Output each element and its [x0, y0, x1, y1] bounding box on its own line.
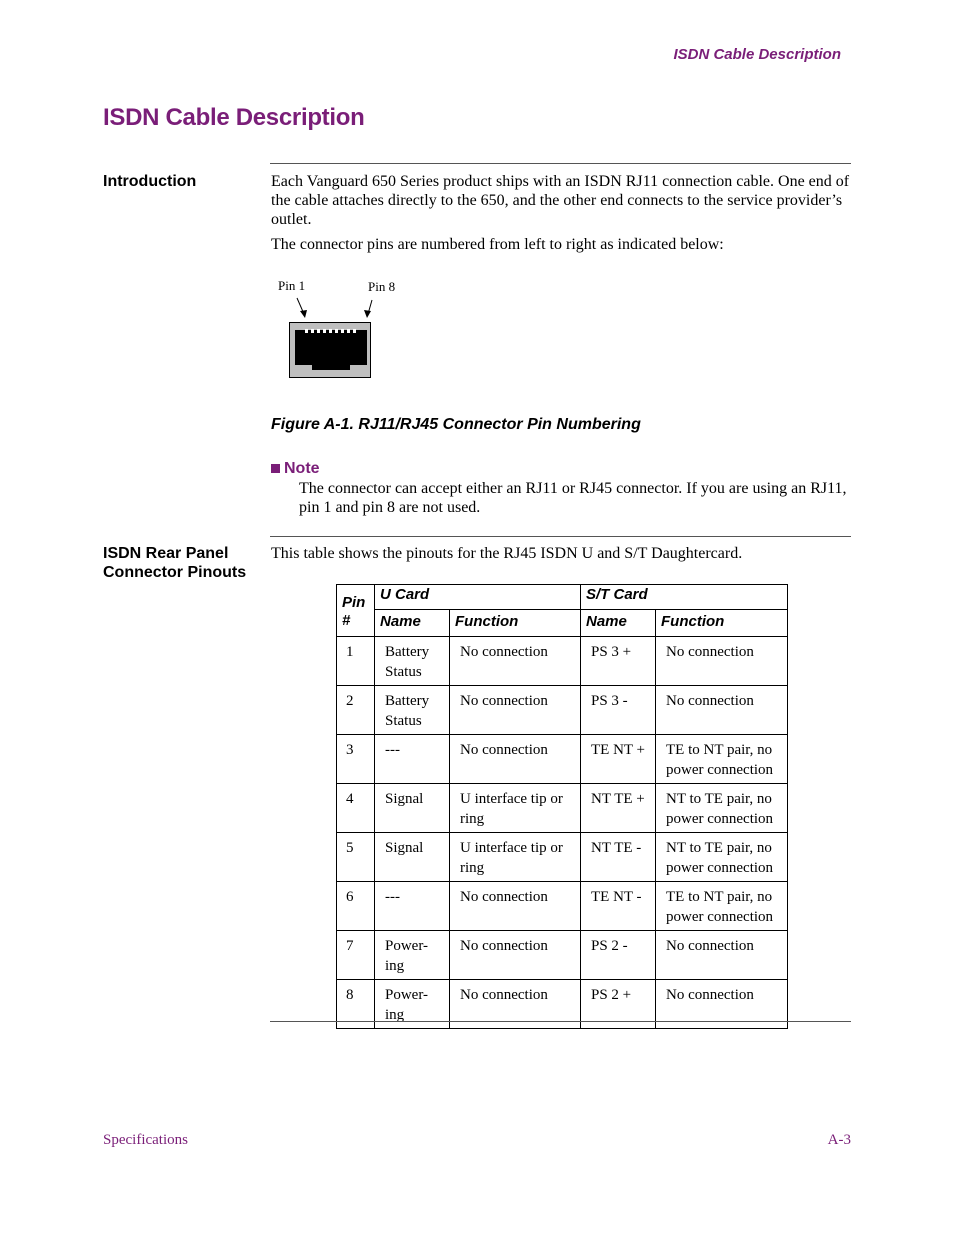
st-function-cell: TE to NT pair, no power connection — [656, 882, 788, 931]
pinouts-heading-line1: ISDN Rear Panel — [103, 545, 229, 562]
table-row — [337, 735, 788, 784]
u-card-header: U Card — [375, 585, 581, 610]
note-heading — [271, 460, 320, 478]
table-row — [337, 784, 788, 833]
pin-number: 5 — [337, 833, 375, 882]
pin-8-label: Pin 8 — [368, 279, 396, 294]
st-function-header: Function — [656, 610, 788, 637]
pinouts-intro: This table shows the pinouts for the RJ45 ISDN U and S/T Daughtercard. — [271, 545, 743, 562]
u-name-cell: Power-ing — [375, 931, 450, 980]
u-name-cell: Battery Status — [375, 686, 450, 735]
st-function-cell: No connection — [656, 980, 788, 1029]
pinout-table — [336, 584, 788, 1029]
table-row — [337, 637, 788, 686]
st-name-cell: PS 2 + — [581, 980, 656, 1029]
note-bullet-icon — [271, 464, 280, 473]
introduction-paragraph: Each Vanguard 650 Series product ships with an ISDN RJ11 connection cable. One end of the cable attaches directly to the 650, and the other end connects to the service provider’s outlet. — [271, 173, 850, 228]
u-name-cell: Signal — [375, 784, 450, 833]
st-function-cell: No connection — [656, 637, 788, 686]
pin-column-header: Pin # — [337, 585, 375, 637]
introduction-heading: Introduction — [103, 173, 197, 190]
st-function-cell: No connection — [656, 931, 788, 980]
st-card-header: S/T Card — [581, 585, 788, 610]
u-name-cell: Signal — [375, 833, 450, 882]
u-name-cell: Battery Status — [375, 637, 450, 686]
pin-number: 2 — [337, 686, 375, 735]
u-function-cell: No connection — [450, 980, 581, 1029]
pin-number: 7 — [337, 931, 375, 980]
u-function-cell: No connection — [450, 686, 581, 735]
figure-caption: Figure A-1. RJ11/RJ45 Connector Pin Numbering — [271, 416, 641, 433]
footer-section: Specifications — [103, 1132, 188, 1148]
pin-number: 1 — [337, 637, 375, 686]
table-row — [337, 833, 788, 882]
u-function-cell: No connection — [450, 735, 581, 784]
st-name-cell: PS 2 - — [581, 931, 656, 980]
table-row — [337, 882, 788, 931]
pin-number: 8 — [337, 980, 375, 1029]
st-name-cell: PS 3 + — [581, 637, 656, 686]
u-function-cell: U interface tip or ring — [450, 833, 581, 882]
pin-numbering-paragraph: The connector pins are numbered from left to right as indicated below: — [271, 236, 724, 253]
note-heading-label: Note — [284, 460, 320, 477]
st-name-cell: PS 3 - — [581, 686, 656, 735]
table-row — [337, 686, 788, 735]
pin-number: 4 — [337, 784, 375, 833]
footer-page-number: A-3 — [827, 1132, 851, 1148]
u-function-cell: No connection — [450, 931, 581, 980]
pin-number: 3 — [337, 735, 375, 784]
u-function-cell: No connection — [450, 637, 581, 686]
note-text: The connector can accept either an RJ11 or RJ45 connector. If you are using an RJ11, pin 1 and pin 8 are not used. — [299, 480, 847, 516]
pin-1-label: Pin 1 — [278, 278, 306, 293]
st-name-cell: NT TE + — [581, 784, 656, 833]
section-end-rule — [270, 1021, 851, 1022]
running-header: ISDN Cable Description — [673, 46, 841, 63]
section-rule — [270, 536, 851, 537]
st-name-cell: TE NT + — [581, 735, 656, 784]
u-name-cell: --- — [375, 882, 450, 931]
u-function-cell: No connection — [450, 882, 581, 931]
st-function-cell: NT to TE pair, no power connection — [656, 784, 788, 833]
table-row — [337, 931, 788, 980]
u-name-cell: --- — [375, 735, 450, 784]
u-function-header: Function — [450, 610, 581, 637]
section-rule — [270, 163, 851, 164]
st-name-header: Name — [581, 610, 656, 637]
st-function-cell: No connection — [656, 686, 788, 735]
connector-pins — [305, 329, 356, 333]
rj45-connector-diagram — [286, 294, 376, 380]
pin-number: 6 — [337, 882, 375, 931]
pinouts-heading — [103, 544, 246, 582]
u-function-cell: U interface tip or ring — [450, 784, 581, 833]
st-function-cell: TE to NT pair, no power connection — [656, 735, 788, 784]
st-name-cell: NT TE - — [581, 833, 656, 882]
st-function-cell: NT to TE pair, no power connection — [656, 833, 788, 882]
page-title: ISDN Cable Description — [103, 104, 365, 131]
pinouts-heading-line2: Connector Pinouts — [103, 564, 247, 581]
u-name-cell: Power-ing — [375, 980, 450, 1029]
u-name-header: Name — [375, 610, 450, 637]
st-name-cell: TE NT - — [581, 882, 656, 931]
connector-socket — [295, 330, 367, 370]
